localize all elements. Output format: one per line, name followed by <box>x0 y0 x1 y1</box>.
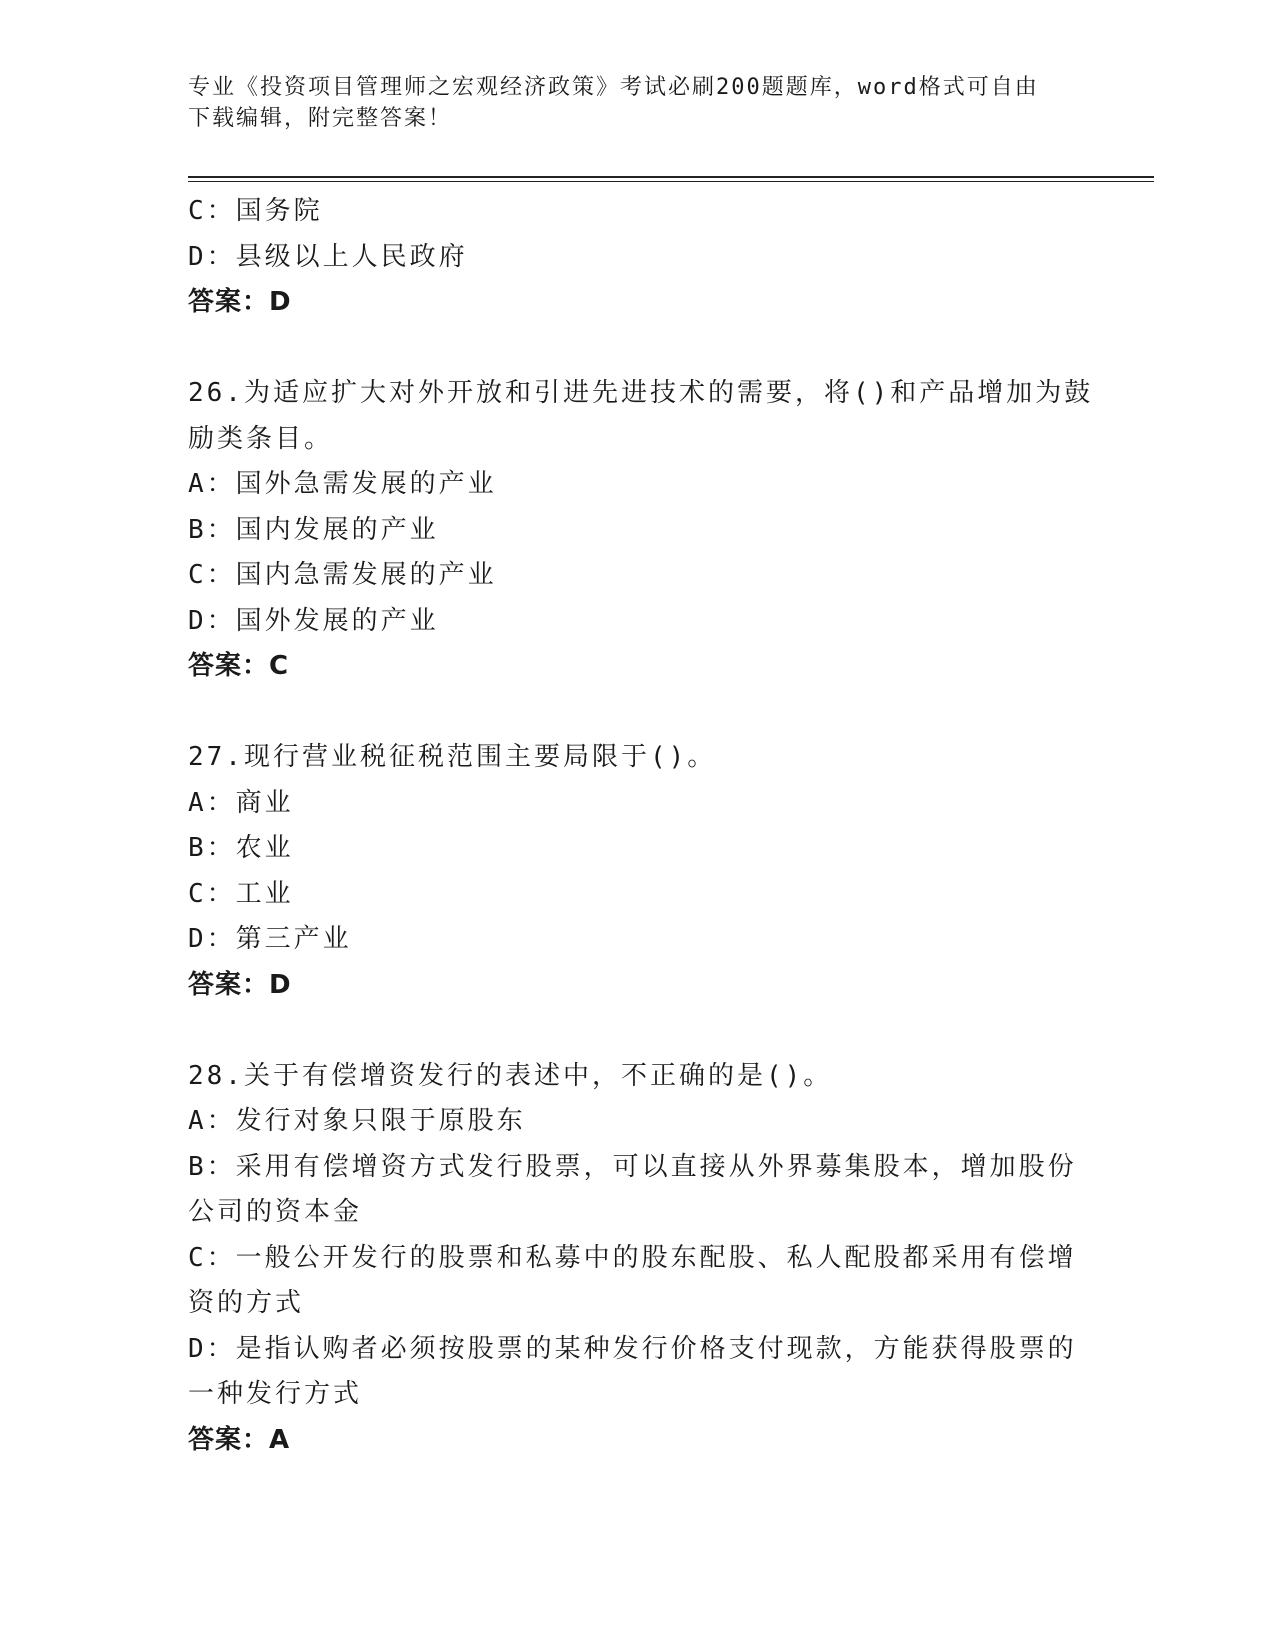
option-b: B：采用有偿增资方式发行股票，可以直接从外界募集股本，增加股份 <box>188 1151 1077 1182</box>
question-26 <box>188 371 1094 690</box>
spacer <box>188 326 1088 372</box>
option-d: D：县级以上人民政府 <box>188 241 468 272</box>
header-divider-thick <box>188 176 1154 178</box>
option-d: D：第三产业 <box>188 924 352 954</box>
option-d-continued: 一种发行方式 <box>188 1379 363 1409</box>
answer-line: 答案：D <box>188 969 292 1000</box>
question-stem: 26.为适应扩大对外开放和引进先进技术的需要，将()和产品增加为鼓 <box>188 378 1094 408</box>
answer-line: 答案：A <box>188 1424 291 1455</box>
option-c: C：一般公开发行的股票和私募中的股东配股、私人配股都采用有偿增 <box>188 1242 1077 1273</box>
option-c: C：国务院 <box>188 196 323 226</box>
option-c: C：国内急需发展的产业 <box>188 560 497 590</box>
page-header-note: 专业《投资项目管理师之宏观经济政策》考试必刷200题题库，word格式可自由 下载编辑，附完整答案！ <box>188 75 1039 131</box>
option-a: A：商业 <box>188 787 294 818</box>
option-c: C：工业 <box>188 878 294 909</box>
question-stem: 27.现行营业税征税范围主要局限于()。 <box>188 742 717 772</box>
question-content <box>188 189 1094 1463</box>
question-stem: 励类条目。 <box>188 423 334 454</box>
option-a: A：发行对象只限于原股东 <box>188 1106 526 1136</box>
option-b: B：农业 <box>188 833 294 863</box>
question-25-continuation <box>188 189 1088 326</box>
answer-line: 答案：D <box>188 287 292 317</box>
question-stem: 28.关于有偿增资发行的表述中，不正确的是()。 <box>188 1060 833 1091</box>
question-27 <box>188 735 1088 1008</box>
question-28 <box>188 1054 1088 1464</box>
option-b-continued: 公司的资本金 <box>188 1197 363 1227</box>
answer-line: 答案：C <box>188 651 290 681</box>
spacer <box>188 690 1088 736</box>
option-a: A：国外急需发展的产业 <box>188 469 497 499</box>
option-b: B：国内发展的产业 <box>188 514 439 545</box>
option-d: D：国外发展的产业 <box>188 605 439 636</box>
spacer <box>188 1008 1088 1054</box>
option-c-continued: 资的方式 <box>188 1288 305 1318</box>
header-divider-thin <box>188 181 1154 182</box>
option-d: D：是指认购者必须按股票的某种发行价格支付现款，方能获得股票的 <box>188 1333 1077 1364</box>
